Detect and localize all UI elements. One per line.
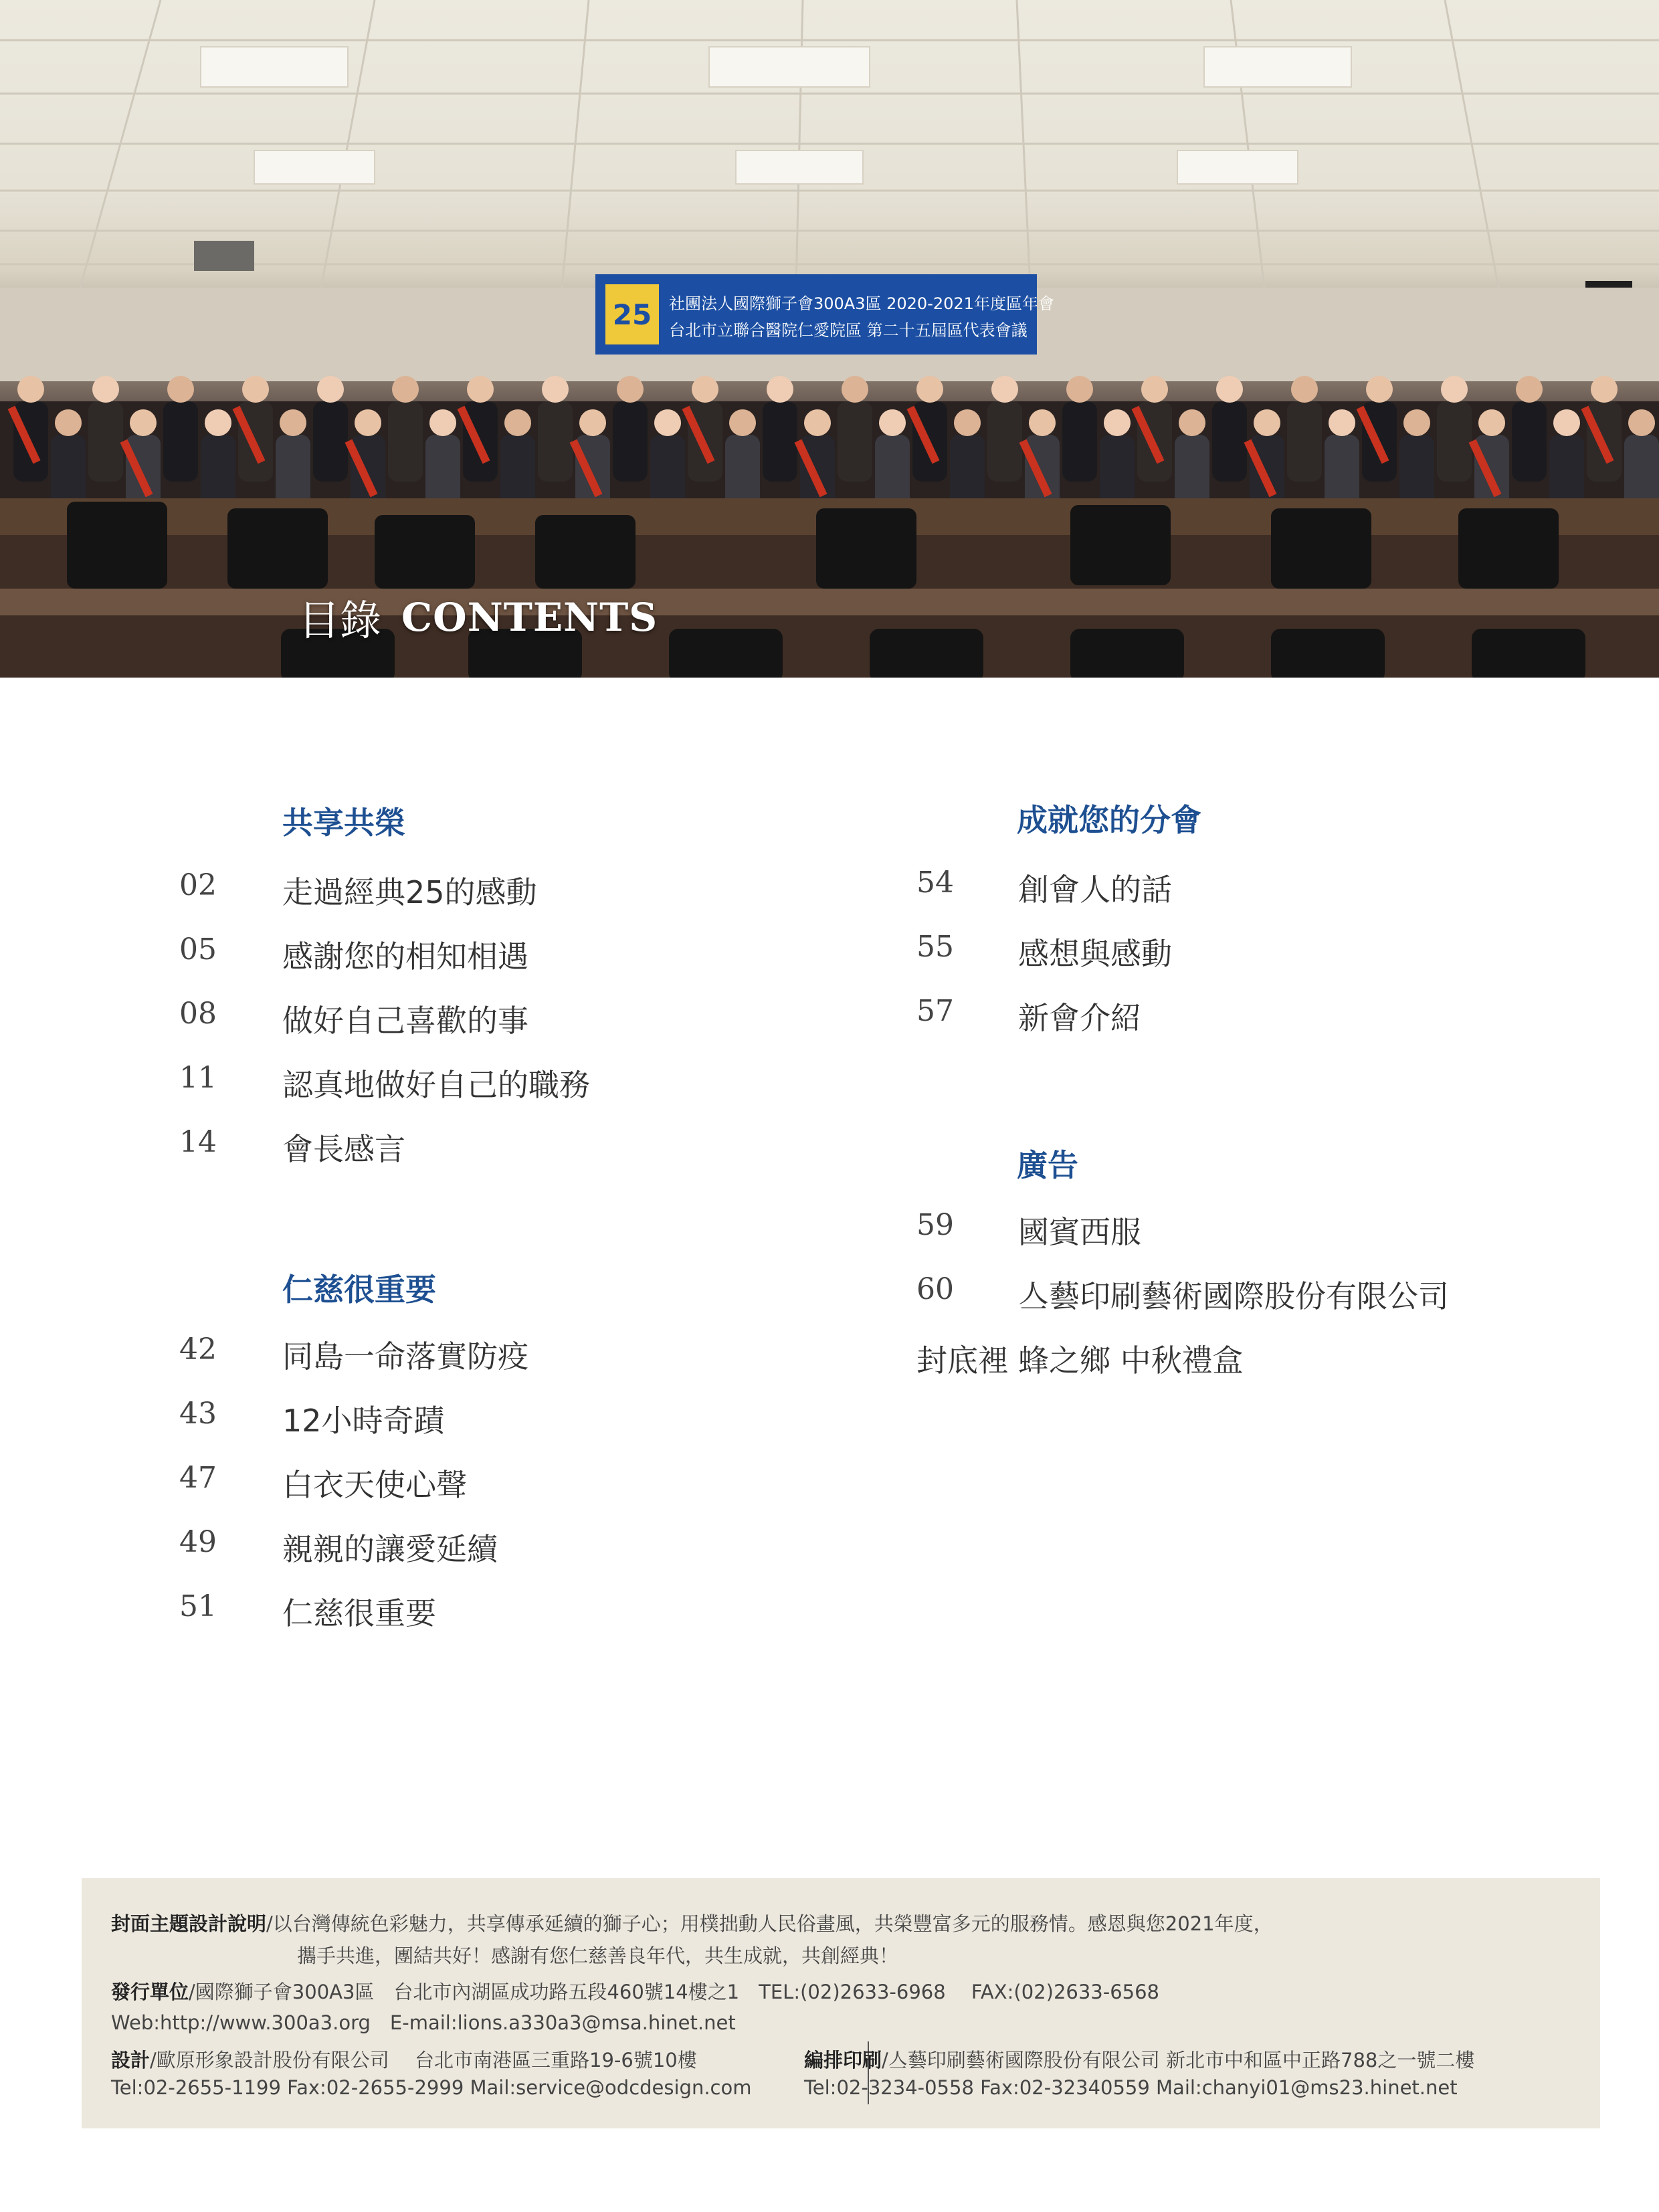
web-email-line: Web:http://www.300a3.org E-mail:lions.a330a3@msa.hinet.net	[111, 2011, 736, 2034]
toc-title: 感謝您的相知相遇	[282, 938, 528, 975]
person-head	[355, 409, 381, 436]
toc-title: 同島一命落實防疫	[282, 1338, 528, 1375]
person-head	[1254, 409, 1280, 436]
toc-title: 國賓西服	[1018, 1214, 1141, 1250]
person-head	[804, 409, 831, 436]
toc-title: 12小時奇蹟	[282, 1403, 445, 1439]
toc-title: 親親的讓愛延續	[282, 1531, 498, 1567]
person-head	[317, 376, 344, 403]
toc-page-number: 60	[916, 1272, 954, 1306]
toc-title: 仁慈很重要	[282, 1595, 436, 1631]
person-body	[613, 401, 648, 482]
person-head	[1478, 409, 1505, 436]
person-body	[163, 401, 198, 482]
publisher-label: 發行單位	[111, 1981, 189, 2003]
section-heading-kindness: 仁慈很重要	[282, 1272, 436, 1308]
person-head	[1441, 376, 1468, 403]
design-contact-line: Tel:02-2655-1199 Fax:02-2655-2999 Mail:service@odcdesign.com	[111, 2076, 752, 2099]
person-head	[954, 409, 981, 436]
person-head	[1516, 376, 1543, 403]
print-label: 編排印刷	[804, 2049, 882, 2072]
person-head	[1366, 376, 1393, 403]
person-body	[388, 401, 423, 482]
person-head	[991, 376, 1018, 403]
person-body	[1512, 401, 1547, 482]
toc-title: 感想與感動	[1018, 936, 1172, 972]
toc-page-number: 封底裡	[916, 1342, 1009, 1379]
person-head	[167, 376, 194, 403]
cover-design-line1: 封面主題設計說明/以台灣傳統色彩魅力，共享傳承延續的獅子心；用樸拙動人民俗畫風，共榮豐富多元的服務情。感恩與您2021年度，	[111, 1912, 1273, 1935]
person-body	[987, 401, 1022, 482]
print-line: 編排印刷/亼藝印刷藝術國際股份有限公司 新北市中和區中正路788之一號二樓	[804, 2049, 1475, 2072]
person-head	[1403, 409, 1430, 436]
person-body	[313, 401, 348, 482]
svg-text:25: 25	[612, 298, 652, 331]
person-head	[1553, 409, 1580, 436]
person-head	[280, 409, 306, 436]
toc-page-number: 54	[916, 866, 954, 900]
toc-page-number: 59	[916, 1208, 954, 1242]
group-photo-illustration	[0, 0, 1659, 678]
person-head	[1179, 409, 1205, 436]
toc-page-number: 55	[916, 930, 954, 964]
person-head	[617, 376, 644, 403]
toc-title: 走過經典25的感動	[282, 874, 537, 910]
cover-photo	[0, 0, 1659, 678]
person-head	[1029, 409, 1056, 436]
contents-heading-zh: 目錄	[298, 596, 382, 645]
person-head	[205, 409, 231, 436]
section-heading-ads: 廣告	[1017, 1147, 1078, 1183]
toc-title: 蜂之鄉 中秋禮盒	[1018, 1342, 1244, 1379]
section-heading-share: 共享共榮	[282, 805, 405, 841]
person-head	[542, 376, 569, 403]
toc-page-number: 08	[179, 997, 217, 1031]
person-body	[538, 401, 573, 482]
person-body	[88, 401, 123, 482]
print-contact-line: Tel:02-3234-0558 Fax:02-32340559 Mail:chanyi01@ms23.hinet.net	[804, 2076, 1458, 2099]
person-head	[1591, 376, 1618, 403]
section-heading-achieve: 成就您的分會	[1017, 802, 1201, 838]
person-body	[838, 401, 872, 482]
person-head	[1141, 376, 1168, 403]
contents-heading-en: CONTENTS	[401, 594, 658, 640]
person-head	[504, 409, 531, 436]
person-head	[17, 376, 44, 403]
toc-page-number: 57	[916, 994, 954, 1028]
person-head	[1329, 409, 1355, 436]
toc-page-number: 14	[179, 1125, 217, 1159]
person-head	[1104, 409, 1131, 436]
toc-page-number: 11	[179, 1061, 217, 1095]
person-head	[467, 376, 494, 403]
toc-page-number: 02	[179, 868, 217, 902]
person-head	[1628, 409, 1655, 436]
toc-page-number: 47	[179, 1461, 217, 1495]
design-label: 設計	[111, 2049, 151, 2072]
person-head	[1216, 376, 1243, 403]
toc-title: 創會人的話	[1018, 872, 1172, 908]
person-body	[763, 401, 797, 482]
svg-text:社團法人國際獅子會300A3區 2020-2021年度區年會: 社團法人國際獅子會300A3區 2020-2021年度區年會	[669, 294, 1054, 313]
person-head	[579, 409, 606, 436]
person-head	[842, 376, 868, 403]
event-banner	[595, 274, 1054, 355]
toc-title: 認真地做好自己的職務	[282, 1067, 590, 1103]
person-head	[92, 376, 119, 403]
toc-page-number: 51	[179, 1589, 217, 1623]
person-head	[1066, 376, 1093, 403]
toc-page-number: 05	[179, 932, 217, 967]
person-head	[1291, 376, 1318, 403]
design-line: 設計/歐原形象設計股份有限公司 台北市南港區三重路19-6號10樓	[111, 2049, 697, 2072]
cover-design-line2: 攜手共進，團結共好！感謝有您仁慈善良年代，共生成就，共創經典！	[297, 1944, 899, 1967]
credits-box	[82, 1878, 1600, 2128]
toc-page-number: 49	[179, 1525, 217, 1559]
person-head	[692, 376, 718, 403]
toc-page-number: 43	[179, 1397, 217, 1431]
toc-title: 亼藝印刷藝術國際股份有限公司	[1018, 1278, 1449, 1314]
cover-design-label: 封面主題設計說明	[111, 1912, 267, 1935]
person-body	[1287, 401, 1322, 482]
person-head	[429, 409, 456, 436]
publisher-line: 發行單位/國際獅子會300A3區 台北市內湖區成功路五段460號14樓之1 TEL:(02)2633-6968 FAX:(02)2633-6568	[111, 1981, 1160, 2003]
person-body	[1062, 401, 1097, 482]
person-body	[1437, 401, 1472, 482]
person-head	[654, 409, 681, 436]
person-head	[392, 376, 419, 403]
person-head	[767, 376, 793, 403]
toc-title: 做好自己喜歡的事	[282, 1003, 528, 1039]
toc-title: 會長感言	[282, 1131, 405, 1167]
person-body	[1212, 401, 1247, 482]
contents-heading	[298, 587, 658, 647]
person-head	[55, 409, 82, 436]
svg-text:台北市立聯合醫院仁愛院區 第二十五屆區代表會議: 台北市立聯合醫院仁愛院區 第二十五屆區代表會議	[669, 321, 1028, 340]
person-head	[879, 409, 906, 436]
person-head	[130, 409, 157, 436]
person-head	[916, 376, 943, 403]
toc-page-number: 42	[179, 1332, 217, 1367]
toc-title: 白衣天使心聲	[282, 1467, 467, 1503]
person-head	[729, 409, 756, 436]
person-head	[242, 376, 269, 403]
toc-title: 新會介紹	[1018, 1000, 1141, 1036]
